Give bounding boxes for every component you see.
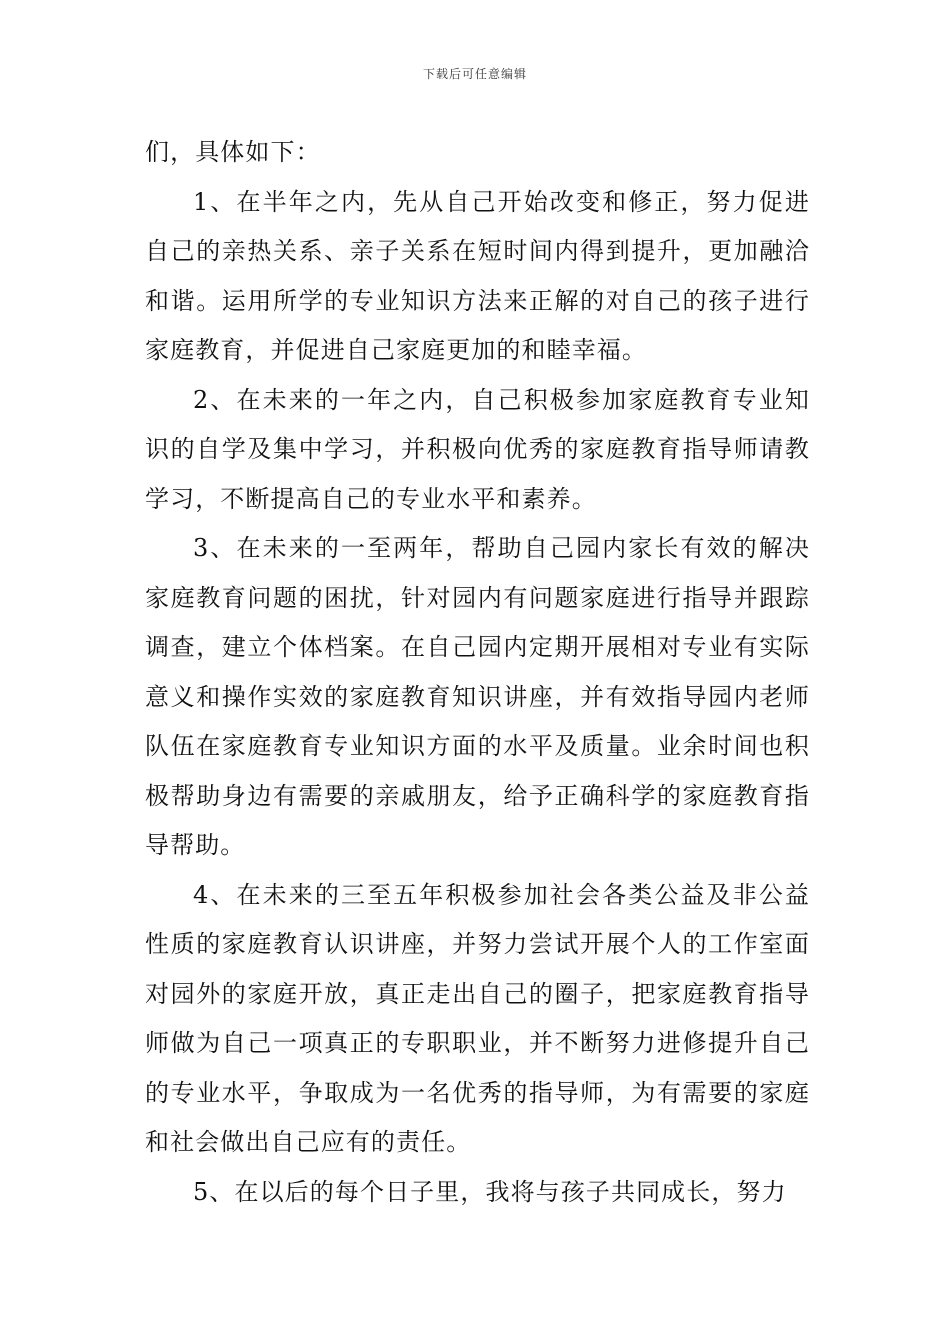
paragraph-item-3: 3、在未来的一至两年，帮助自己园内家长有效的解决家庭教育问题的困扰，针对园内有问题家庭进行指导并跟踪调查，建立个体档案。在自己园内定期开展相对专业有实际意义和操作实效的家庭教育知识讲座，并有效指导园内老师队伍在家庭教育专业知识方面的水平及质量。业余时间也积极帮助身边有需要的亲戚朋友，给予正确科学的家庭教育指导帮助。 xyxy=(145,534,810,859)
document-body xyxy=(145,128,810,1217)
paragraph-item-4: 4、在未来的三至五年积极参加社会各类公益及非公益性质的家庭教育认识讲座，并努力尝试开展个人的工作室面对园外的家庭开放，真正走出自己的圈子，把家庭教育指导师做为自己一项真正的专职职业，并不断努力进修提升自己的专业水平，争取成为一名优秀的指导师，为有需要的家庭和社会做出自己应有的责任。 xyxy=(145,880,810,1156)
paragraph-item-2: 2、在未来的一年之内，自己积极参加家庭教育专业知识的自学及集中学习，并积极向优秀的家庭教育指导师请教学习，不断提高自己的专业水平和素养。 xyxy=(145,385,810,513)
page-header: 下载后可任意编辑 xyxy=(422,67,527,81)
paragraph-item-1: 1、在半年之内，先从自己开始改变和修正，努力促进自己的亲热关系、亲子关系在短时间内得到提升，更加融洽和谐。运用所学的专业知识方法来正解的对自己的孩子进行家庭教育，并促进自己家庭更加的和睦幸福。 xyxy=(145,187,810,364)
paragraph-intro: 们，具体如下： xyxy=(145,138,321,166)
paragraph-item-5: 5、在以后的每个日子里，我将与孩子共同成长，努力 xyxy=(193,1177,787,1206)
